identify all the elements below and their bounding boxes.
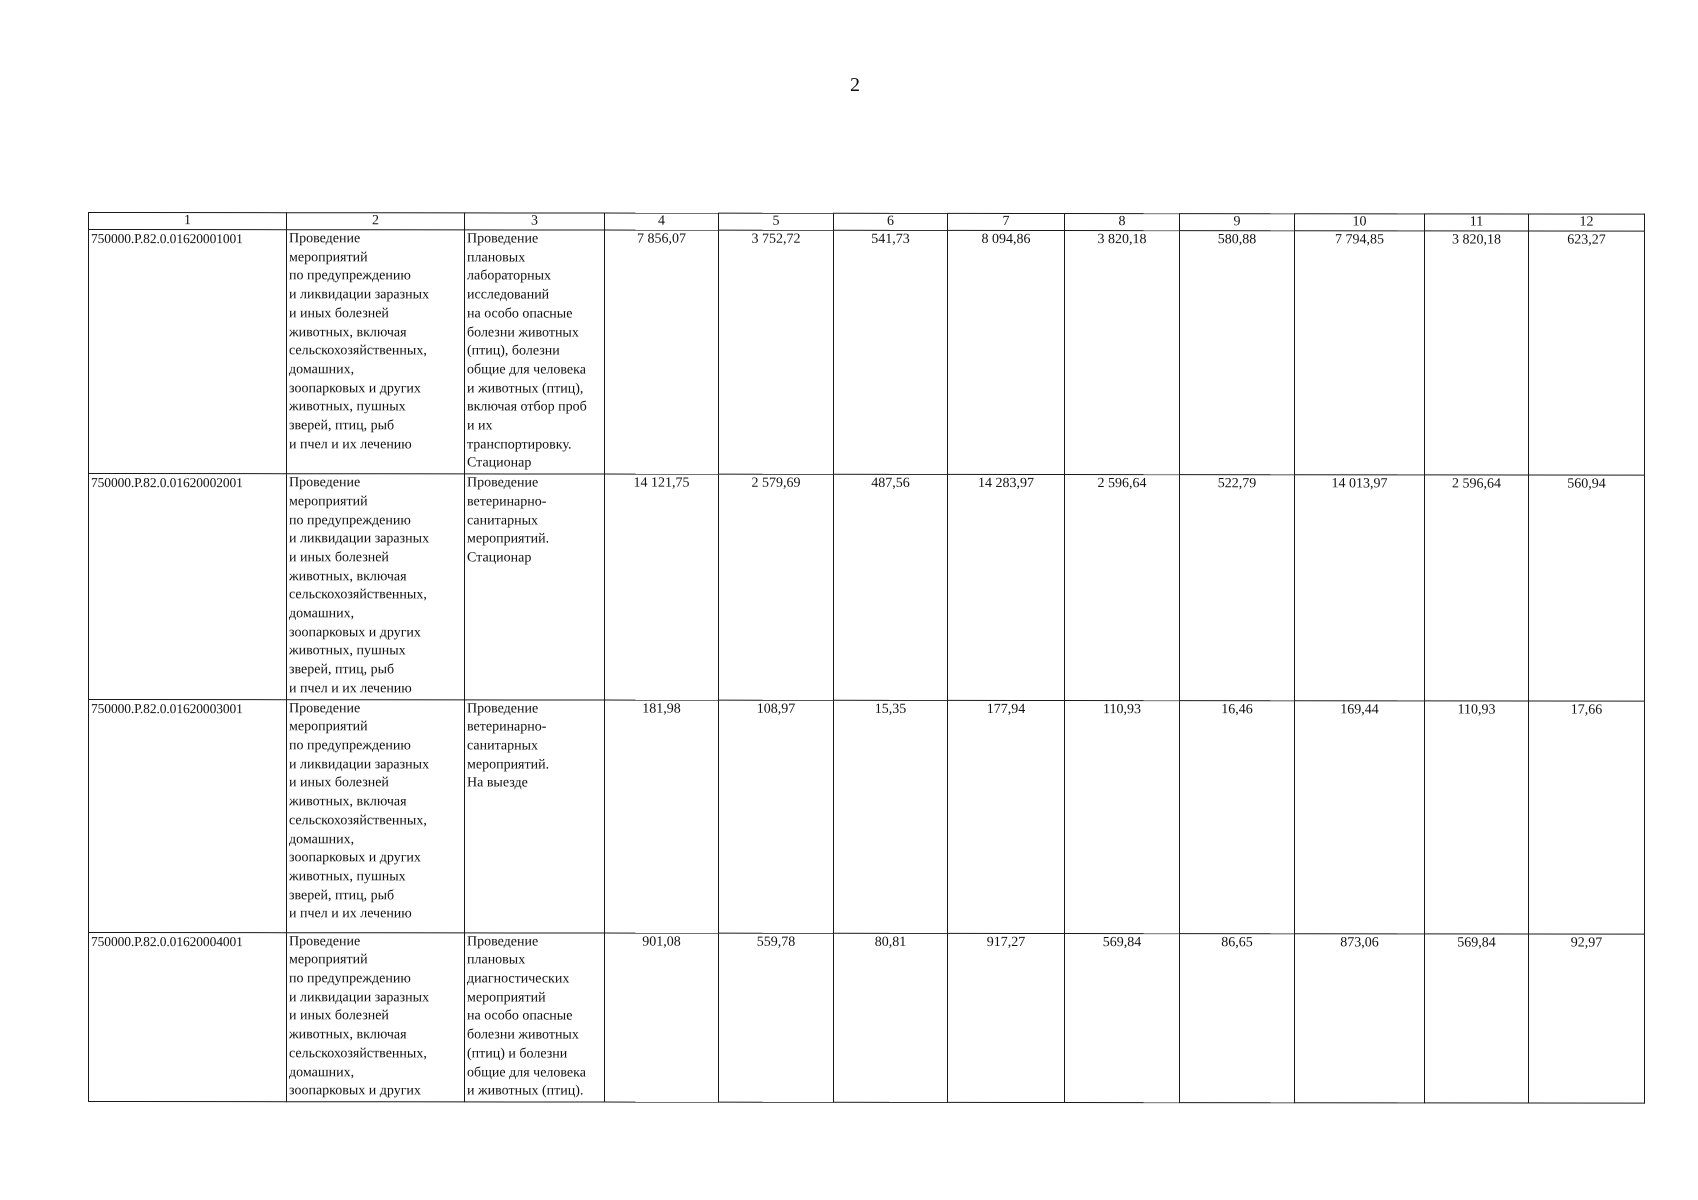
table-row — [89, 699, 1645, 934]
service-name-text: Проведение мероприятий по предупреждению и ликвидации заразных и иных болезней животных, включая сельскохозяйственных, домашних, зоопарковых и других животных, пушных зверей, птиц, рыб и пчел и их лечению — [289, 231, 430, 453]
value-cell: 14 283,97 — [948, 475, 1065, 701]
work-description-cell — [465, 699, 605, 932]
value-cell: 2 579,69 — [719, 474, 834, 700]
value-cell: 917,27 — [948, 933, 1065, 1102]
table-row — [89, 932, 1645, 1103]
value-cell: 623,27 — [1529, 231, 1645, 475]
value-cell: 108,97 — [719, 700, 834, 933]
data-table — [88, 212, 1645, 1104]
value-cell: 181,98 — [605, 700, 719, 933]
column-header: 8 — [1065, 214, 1180, 231]
registry-code-cell: 750000.Р.82.0.01620003001 — [89, 699, 287, 932]
value-cell: 92,97 — [1529, 934, 1645, 1103]
column-header: 4 — [605, 213, 719, 230]
page-number: 2 — [850, 74, 860, 96]
table-row — [89, 230, 1645, 476]
value-cell: 110,93 — [1425, 700, 1529, 933]
value-cell: 8 094,86 — [948, 230, 1065, 474]
value-cell: 487,56 — [834, 474, 948, 700]
column-header: 2 — [287, 213, 465, 230]
value-cell: 86,65 — [1180, 933, 1295, 1102]
service-name-text: Проведение мероприятий по предупреждению и ликвидации заразных и иных болезней животных, включая сельскохозяйственных, домашних, зоопарковых и других животных, пушных зверей, птиц, рыб и пчел и их лечению — [289, 475, 430, 697]
value-cell: 873,06 — [1295, 933, 1425, 1102]
value-cell: 541,73 — [834, 230, 948, 474]
value-cell: 16,46 — [1180, 700, 1295, 933]
value-cell: 569,84 — [1425, 933, 1529, 1102]
service-name-text: Проведение мероприятий по предупреждению и ликвидации заразных и иных болезней животных, включая сельскохозяйственных, домашних, зоопарковых и других животных, пушных зверей, птиц, рыб и пчел и их лечению — [289, 700, 430, 922]
work-description-text: Проведение плановых диагностических мероприятий на особо опасные болезни животных (птиц) и болезни общие для человека и животных (птиц). — [467, 933, 586, 1099]
column-header: 9 — [1180, 214, 1295, 231]
column-header: 11 — [1425, 214, 1529, 231]
column-header: 7 — [948, 213, 1065, 230]
column-header: 1 — [89, 213, 287, 230]
service-name-cell — [287, 474, 465, 700]
work-description-cell — [465, 932, 605, 1101]
value-cell: 80,81 — [834, 933, 948, 1102]
column-header: 12 — [1529, 214, 1645, 231]
value-cell: 7 856,07 — [605, 230, 719, 474]
table-row — [89, 474, 1645, 701]
work-description-text: Проведение плановых лабораторных исследований на особо опасные болезни животных (птиц), болезни общие для человека и животных (птиц), включая отбор проб и их транспортировку. Стационар — [467, 231, 587, 471]
value-cell: 580,88 — [1180, 231, 1295, 475]
value-cell: 17,66 — [1529, 701, 1645, 934]
work-description-text: Проведение ветеринарно- санитарных мероприятий. На выезде — [467, 700, 550, 791]
work-description-text: Проведение ветеринарно- санитарных мероприятий. Стационар — [467, 475, 550, 566]
value-cell: 169,44 — [1295, 700, 1425, 933]
column-header: 5 — [719, 213, 834, 230]
service-name-text: Проведение мероприятий по предупреждению и ликвидации заразных и иных болезней животных, включая сельскохозяйственных, домашних, зоопарковых и других — [289, 933, 430, 1099]
value-cell: 15,35 — [834, 700, 948, 933]
value-cell: 14 013,97 — [1295, 475, 1425, 701]
value-cell: 560,94 — [1529, 475, 1645, 701]
value-cell: 2 596,64 — [1065, 475, 1180, 701]
registry-code-cell: 750000.Р.82.0.01620001001 — [89, 230, 287, 474]
value-cell: 3 752,72 — [719, 230, 834, 474]
service-name-cell — [287, 699, 465, 932]
work-description-cell — [465, 474, 605, 700]
column-header: 3 — [465, 213, 605, 230]
table-header-row — [89, 213, 1645, 232]
value-cell: 3 820,18 — [1425, 231, 1529, 475]
registry-code-cell: 750000.Р.82.0.01620002001 — [89, 474, 287, 700]
value-cell: 2 596,64 — [1425, 475, 1529, 701]
column-header: 6 — [834, 213, 948, 230]
value-cell: 901,08 — [605, 933, 719, 1102]
service-name-cell — [287, 932, 465, 1102]
work-description-cell — [465, 230, 605, 474]
value-cell: 110,93 — [1065, 700, 1180, 933]
value-cell: 14 121,75 — [605, 474, 719, 700]
registry-code-cell: 750000.Р.82.0.01620004001 — [89, 932, 287, 1102]
value-cell: 559,78 — [719, 933, 834, 1102]
service-name-cell — [287, 230, 465, 474]
value-cell: 7 794,85 — [1295, 231, 1425, 475]
value-cell: 177,94 — [948, 700, 1065, 933]
value-cell: 522,79 — [1180, 475, 1295, 701]
column-header: 10 — [1295, 214, 1425, 231]
value-cell: 3 820,18 — [1065, 231, 1180, 475]
value-cell: 569,84 — [1065, 933, 1180, 1102]
